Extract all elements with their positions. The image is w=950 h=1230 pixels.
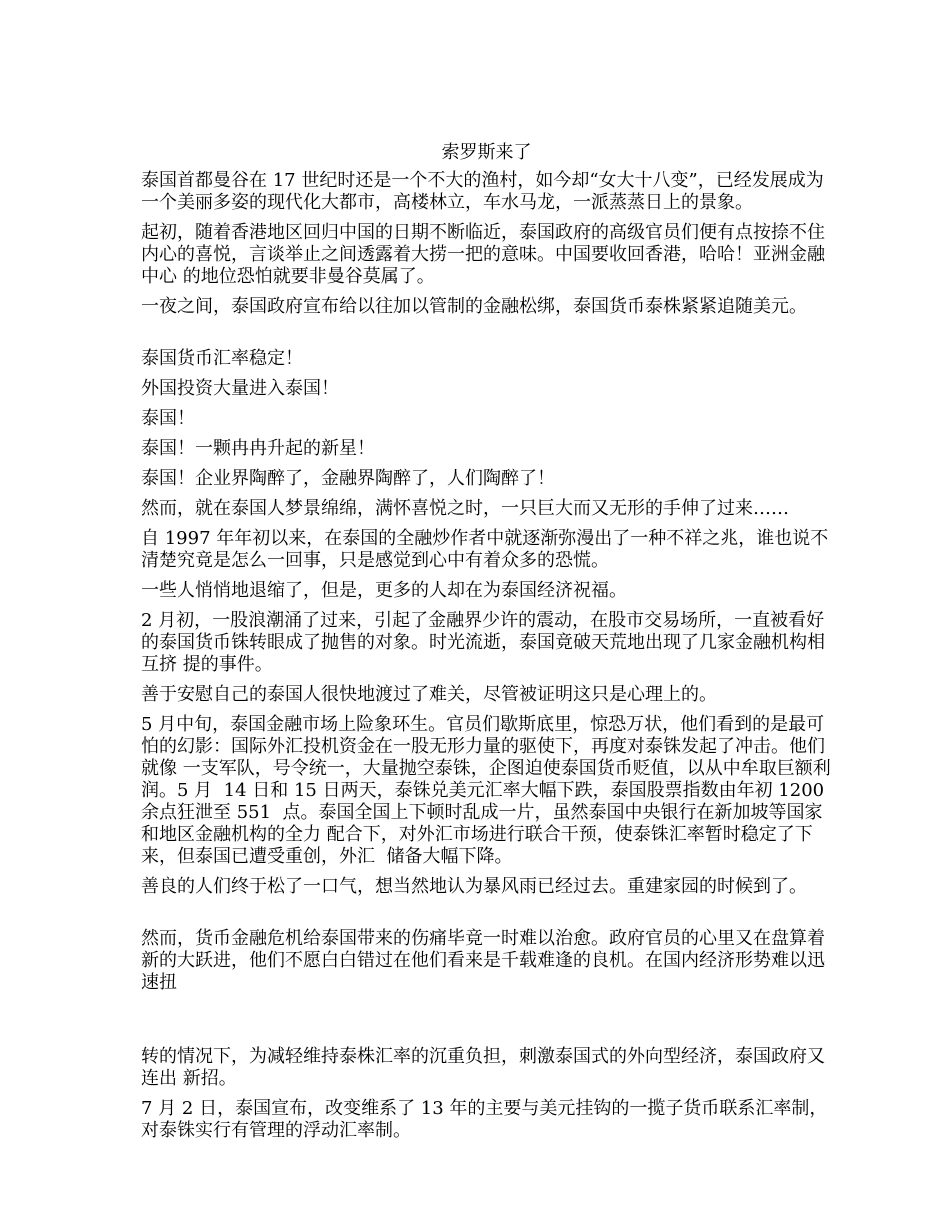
paragraph-16: 然而，货币金融危机给泰国带来的伤痛毕竟一时难以治愈。政府官员的心里又在盘算着 新的大跃进，他们不愿白白错过在他们看来是千载难逢的良机。在国内经济形势难以迅速扭 bbox=[141, 928, 831, 993]
paragraph-5: 外国投资大量进入泰国！ bbox=[141, 378, 339, 399]
paragraph-9: 然而，就在泰国人梦景绵绵，满怀喜悦之时，一只巨大而又无形的手伸了过来…… bbox=[141, 498, 789, 519]
document-title: 索罗斯来了 bbox=[441, 142, 532, 163]
paragraph-15: 善良的人们终于松了一口气，想当然地认为暴风雨已经过去。重建家园的时候到了。 bbox=[141, 876, 807, 897]
paragraph-7: 泰国！一颗冉冉升起的新星！ bbox=[141, 438, 375, 459]
paragraph-11: 一些人悄悄地退缩了，但是，更多的人却在为泰国经济祝福。 bbox=[141, 580, 627, 601]
paragraph-3: 一夜之间，泰国政府宣布给以往加以管制的金融松绑，泰国货币泰株紧紧追随美元。 bbox=[141, 296, 807, 317]
paragraph-1: 泰国首都曼谷在 17 世纪时还是一个不大的渔村，如今却“女大十八变”，已经发展成为 一个美丽多姿的现代化大都市，高楼林立，车水马龙，一派蒸蒸日上的景象。 bbox=[141, 170, 830, 213]
paragraph-2: 起初，随着香港地区回归中国的日期不断临近，泰国政府的高级官员们便有点按捺不住 内心的喜悦，言谈举止之间透露着大捞一把的意味。中国要收回香港，哈哈！亚洲金融中心 的地位恐怕就要非曼谷莫属了。 bbox=[141, 222, 831, 287]
paragraph-4: 泰国货币汇率稳定！ bbox=[141, 348, 303, 369]
paragraph-13: 善于安慰自己的泰国人很快地渡过了难关，尽管被证明这只是心理上的。 bbox=[141, 684, 717, 705]
paragraph-14: 5 月中旬，泰国金融市场上险象环生。官员们歇斯底里，惊恐万状，他们看到的是最可 怕的幻影：国际外汇投机资金在一股无形力量的驱使下，再度对泰铢发起了冲击。他们就像 一支军队，号令统一，大量抛空泰铢，企图迫使泰国货币贬值，以从中牟取巨额利润。5 月 14 日和 15 日两天，泰铢兑美元汇率大幅下跌，泰国股票指数由年初 1200 余点狂泄至 551 点。泰国全国上下顿时乱成一片，虽然泰国中央银行在新加坡等国家和地区金融机构的全力 配合下，对外汇市场进行联合干预，使泰铢汇率暂时稳定了下来，但泰国已遭受重创，外汇 储备大幅下降。 bbox=[141, 714, 831, 867]
paragraph-10: 自 1997 年年初以来，在泰国的全融炒作者中就逐渐弥漫出了一种不祥之兆，谁也说不 清楚究竟是怎么一回事，只是感觉到心中有着众多的恐慌。 bbox=[141, 528, 834, 571]
paragraph-18: 7 月 2 日，泰国宣布，改变维系了 13 年的主要与美元挂钩的一揽子货币联系汇率制， 对泰铢实行有管理的浮动汇率制。 bbox=[141, 1098, 834, 1141]
paragraph-17: 转的情况下，为减轻维持泰株汇率的沉重负担，刺激泰国式的外向型经济，泰国政府又连出 新招。 bbox=[141, 1046, 825, 1089]
paragraph-12: 2 月初，一股浪潮涌了过来，引起了金融界少许的震动，在股市交易场所，一直被看好 的泰国货币铢转眼成了抛售的对象。时光流逝，泰国竟破天荒地出现了几家金融机构相互挤 提的事件。 bbox=[141, 610, 830, 675]
paragraph-6: 泰国！ bbox=[141, 408, 195, 429]
paragraph-8: 泰国！企业界陶醉了，金融界陶醉了，人们陶醉了！ bbox=[141, 468, 555, 489]
